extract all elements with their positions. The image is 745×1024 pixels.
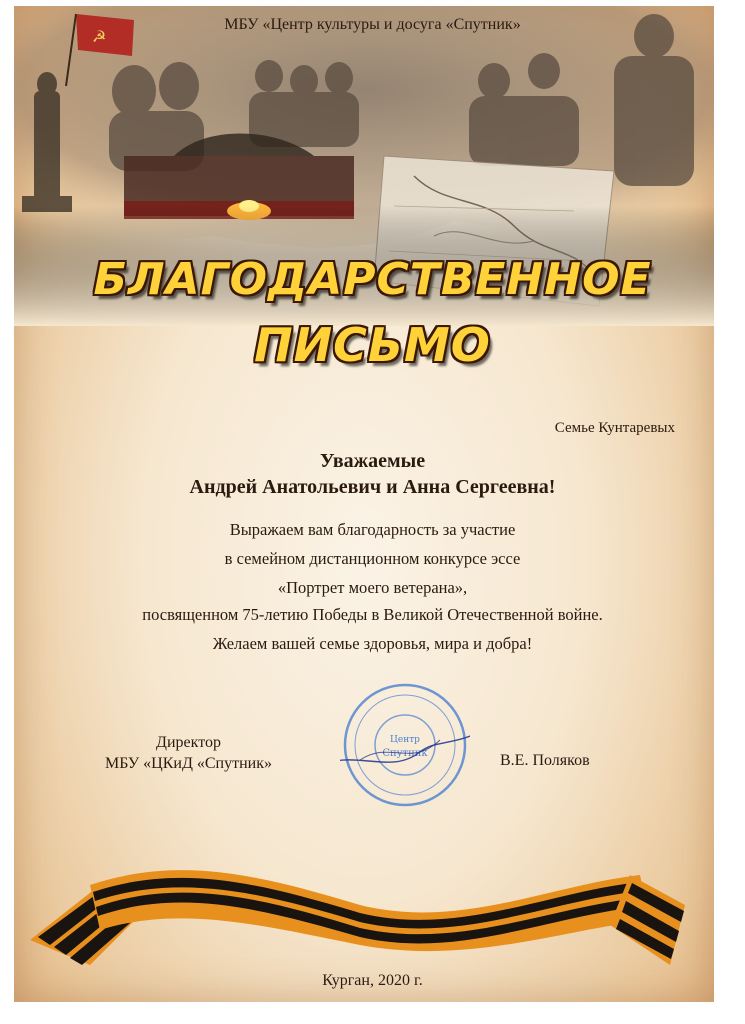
signature-block	[105, 732, 272, 774]
body-line: «Портрет моего ветерана»,	[277, 578, 468, 597]
addressee: Семье Кунтаревых	[554, 420, 675, 436]
st-george-ribbon	[30, 845, 690, 975]
body-line: Выражаем вам благодарность за участие	[229, 520, 516, 539]
greeting-line-2: Андрей Анатольевич и Анна Сергеевна!	[189, 476, 556, 498]
signature-name: В.Е. Поляков	[500, 752, 590, 769]
svg-text:Спутник: Спутник	[382, 748, 428, 759]
greeting-line-1: Уважаемые	[319, 450, 426, 472]
official-stamp	[340, 680, 470, 810]
organization-header: МБУ «Центр культуры и досуга «Спутник»	[224, 16, 521, 33]
body-line: посвященном 75-летию Победы в Великой Отечественной войне.	[142, 605, 603, 624]
svg-text:Центр: Центр	[390, 735, 420, 745]
title-line-2: ПИСЬМО	[254, 318, 491, 372]
signature-organization: МБУ «ЦКиД «Спутник»	[105, 755, 273, 772]
signature-position: Директор	[156, 734, 221, 751]
title-line-1: БЛАГОДАРСТВЕННОЕ	[93, 254, 652, 305]
footer-place-date: Курган, 2020 г.	[322, 972, 423, 989]
svg-text:☭: ☭	[92, 27, 107, 46]
body-line: в семейном дистанционном конкурсе эссе	[224, 549, 521, 568]
body-line: Желаем вашей семье здоровья, мира и добра!	[212, 634, 533, 653]
